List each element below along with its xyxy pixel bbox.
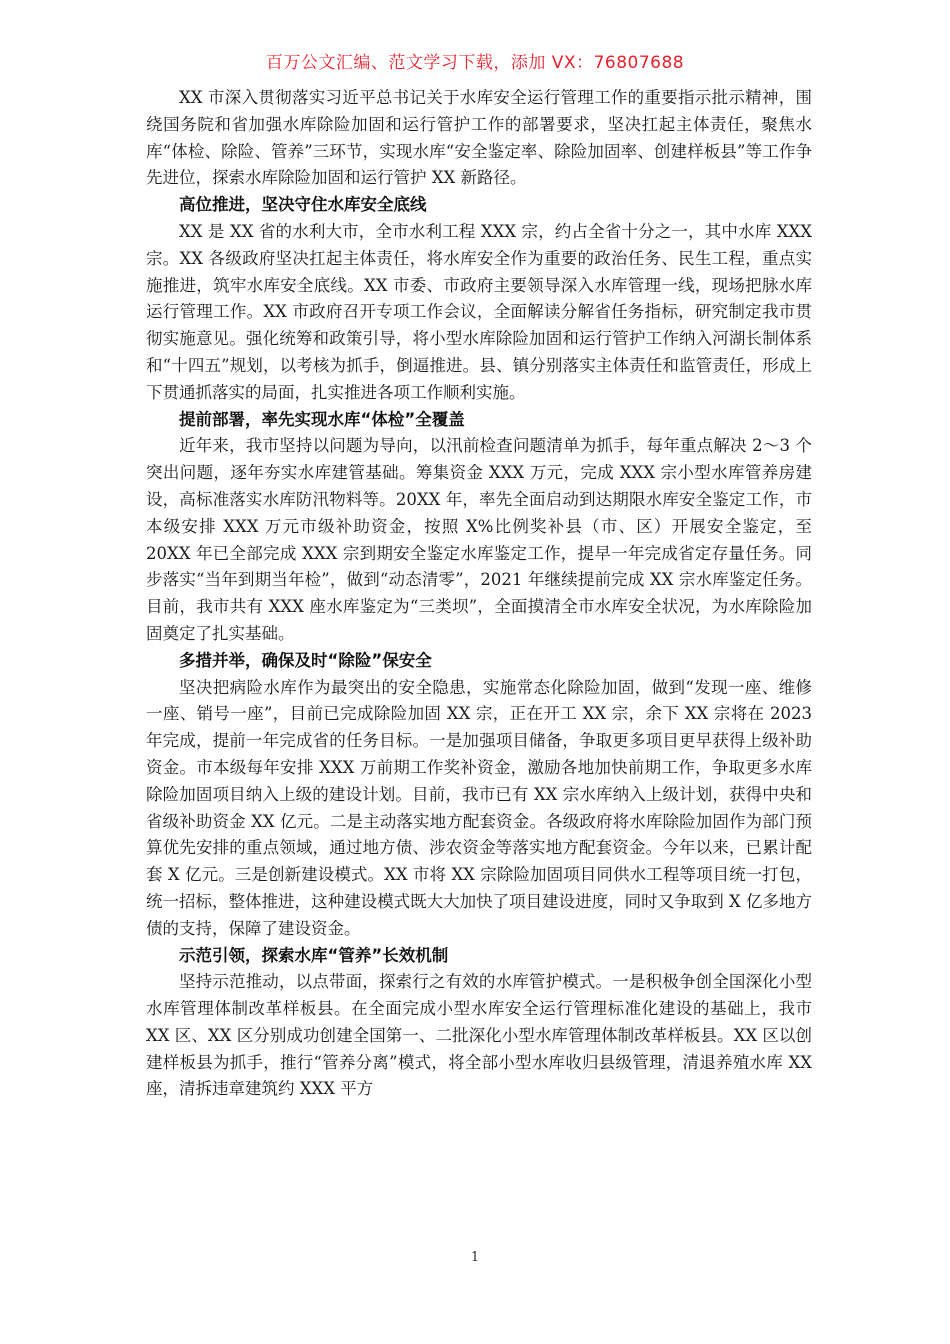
document-body [146,85,812,1103]
section-paragraph: XX 是 XX 省的水利大市，全市水利工程 XXX 宗，约占全省十分之一，其中水库 XXX 宗。XX 各级政府坚决扛起主体责任，将水库安全作为重要的政治任务、民生工程，重点实施推进，筑牢水库安全底线。XX 市委、市政府主要领导深入水库管理一线，现场把脉水库运行管理工作。XX 市政府召开专项工作会议，全面解读分解省任务指标，研究制定我市贯彻实施意见。强化统筹和政策引导，将小型水库除险加固和运行管护工作纳入河湖长制体系和“十四五”规划，以考核为抓手，倒逼推进。县、镇分别落实主体责任和监管责任，形成上下贯通抓落实的局面，扎实推进各项工作顺利实施。 [146,221,812,402]
section-heading: 提前部署，率先实现水库“体检”全覆盖 [179,409,465,429]
section-paragraph: 坚持示范推动，以点带面，探索行之有效的水库管护模式。一是积极争创全国深化小型水库管理体制改革样板县。在全面完成小型水库安全运行管理标准化建设的基础上，我市 XX 区、XX 区分别成功创建全国第一、二批深化小型水库管理体制改革样板县。XX 区以创建样板县为抓手，推行“管养分离”模式，将全部小型水库收归县级管理，清退养殖水库 XX 座，清拆违章建筑约 XXX 平方 [146,972,812,1099]
section-heading: 示范引领，探索水库“管养”长效机制 [179,945,449,965]
section-paragraph: 近年来，我市坚持以问题为导向，以汛前检查问题清单为抓手，每年重点解决 2～3 个突出问题，逐年夯实水库建管基础。筹集资金 XXX 万元，完成 XXX 宗小型水库管养房建设，高标准落实水库防汛物料等。20XX 年，率先全面启动到达期限水库安全鉴定工作，市本级安排 XXX 万元市级补助资金，按照 X%比例奖补县（市、区）开展安全鉴定，至 20XX 年已全部完成 XXX 宗到期安全鉴定水库鉴定工作，提早一年完成省定存量任务。同步落实“当年到期当年检”，做到“动态清零”，2021 年继续提前完成 XX 宗水库鉴定任务。目前，我市共有 XXX 座水库鉴定为“三类坝”，全面摸清全市水库安全状况，为水库除险加固奠定了扎实基础。 [146,436,812,643]
section-heading: 高位推进，坚决守住水库安全底线 [179,195,427,215]
section-paragraph: 坚决把病险水库作为最突出的安全隐患，实施常态化除险加固，做到“发现一座、维修一座、销号一座”，目前已完成除险加固 XX 宗，正在开工 XX 宗，余下 XX 宗将在 2023 年完成，提前一年完成省的任务目标。一是加强项目储备，争取更多项目更早获得上级补助资金。市本级每年安排 XXX 万前期工作奖补资金，激励各地加快前期工作，争取更多水库除险加固项目纳入上级的建设计划。目前，我市已有 XX 宗水库纳入上级计划，获得中央和省级补助资金 XX 亿元。二是主动落实地方配套资金。各级政府将水库除险加固作为部门预算优先安排的重点领域，通过地方债、涉农资金等落实地方配套资金。今年以来，已累计配套 X 亿元。三是创新建设模式。XX 市将 XX 宗除险加固项目同供水工程等项目统一打包，统一招标，整体推进，这种建设模式既大大加快了项目建设进度，同时又争取到 X 亿多地方债的支持，保障了建设资金。 [146,677,812,938]
header-banner: 百万公文汇编、范文学习下载，添加 VX：76807688 [265,53,685,73]
intro-paragraph: XX 市深入贯彻落实习近平总书记关于水库安全运行管理工作的重要指示批示精神，围绕国务院和省加强水库除险加固和运行管护工作的部署要求，坚决扛起主体责任，聚焦水库“体检、除险、管养”三环节，实现水库“安全鉴定率、除险加固率、创建样板县”等工作争先进位，探索水库除险加固和运行管护 XX 新路径。 [146,88,812,188]
page-number: 1 [470,1250,480,1265]
section-heading: 多措并举，确保及时“除险”保安全 [179,650,432,670]
